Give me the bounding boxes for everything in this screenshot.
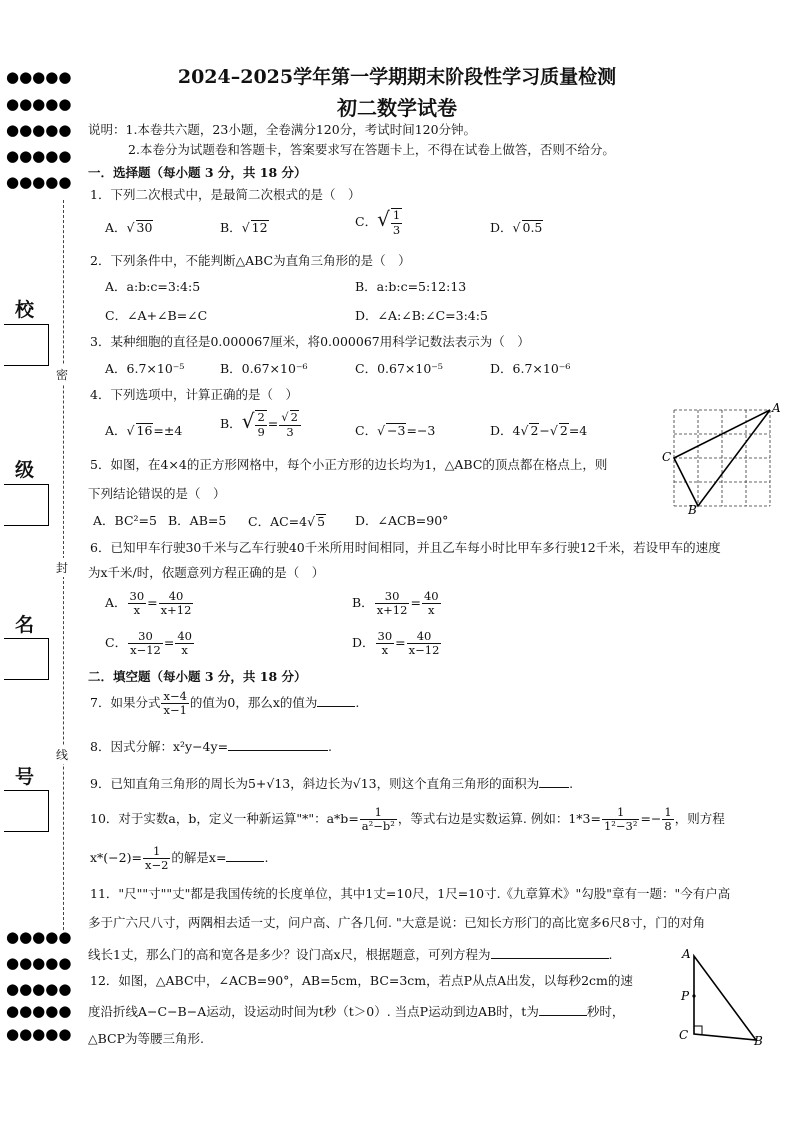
q7: 7．如果分式 $\frac{x-4}{x-1}$ 的值为0，那么x的值为 . — [90, 689, 360, 718]
q4-stem: 4．下列选项中，计算正确的是（ ） — [90, 387, 298, 402]
frac-den: x−12 — [408, 643, 440, 658]
radicand: 12 — [251, 220, 268, 235]
frac-den: 3 — [286, 424, 294, 439]
q10-text: x*(−2)= — [90, 850, 142, 866]
class-box[interactable] — [4, 484, 49, 526]
q9-text: 9．已知直角三角形的周长为5+√13，斜边长为√13，则这个直角三角形的面积为 — [90, 776, 540, 791]
frac-den: x — [133, 603, 141, 618]
school-box[interactable] — [4, 324, 49, 366]
expr: =4 — [568, 423, 588, 438]
frac-den: x+12 — [160, 603, 192, 618]
frac-den: 8 — [664, 819, 672, 834]
q3-option-a[interactable]: A．6.7×10⁻⁵ — [105, 361, 185, 376]
q3-stem: 3．某种细胞的直径是0.000067厘米，将0.000067用科学记数法表示为（ ） — [90, 334, 530, 349]
q12-text: 秒时， — [586, 1004, 625, 1019]
frac-den: x — [428, 603, 435, 618]
section-1-title: 一．选择题（每小题 3 分，共 18 分） — [88, 165, 307, 180]
q6-stem-2: 为x千米/时，依题意列方程正确的是（ ） — [88, 565, 325, 580]
q5-option-b[interactable]: B．AB=5 — [168, 513, 227, 528]
q1-option-c[interactable]: C．√ $\frac{1}{3}$ — [355, 207, 401, 237]
dot-row: ●●●●● — [6, 980, 72, 998]
option-label: C． — [355, 423, 378, 438]
q6-stem-1: 6．已知甲车行驶30千米与乙车行驶40千米所用时间相同，并且乙车每小时比甲车多行驶12千米，若设甲车的速度 — [90, 540, 721, 555]
q5-grid-figure — [662, 402, 786, 514]
q12-text: 度沿折线A−C−B−A运动，设运动时间为t秒（t＞0）. 当点P运动到边AB时，t为 — [88, 1004, 539, 1019]
q4-option-a[interactable]: A．√ 16=±4 — [105, 423, 183, 438]
instruction-2: 2.本卷分为试题卷和答题卡，答案要求写在答题卡上，不得在试卷上做答，否则不给分。 — [128, 142, 615, 157]
radicand: 2 — [559, 423, 568, 438]
number-label: 号 — [15, 766, 35, 788]
q12-triangle-figure — [676, 944, 768, 1048]
expr: − — [539, 423, 550, 438]
q12-line-3: △BCP为等腰三角形. — [88, 1031, 204, 1046]
school-label: 校 — [15, 299, 35, 321]
q11-line-1: 11．"尺""寸""丈"都是我国传统的长度单位，其中1丈=10尺，1尺=10寸.《九章算术》"勾股"章有一题："今有户高 — [90, 886, 731, 901]
answer-blank[interactable] — [491, 946, 609, 959]
dot-row: ●●●●● — [6, 173, 72, 191]
frac-num: 40 — [407, 630, 442, 644]
q11-line-2: 多于广六尺八寸，两隅相去适一丈，问户高、广各几何. "大意是说：已知长方形门的高比宽多6尺8寸，门的对角 — [88, 915, 706, 930]
q10-line-1 — [90, 806, 725, 833]
q8-text: 8．因式分解：x²y−4y= — [90, 739, 229, 754]
answer-blank[interactable] — [226, 849, 264, 862]
option-label: D． — [490, 220, 513, 235]
vertex-label-b: B — [754, 1034, 763, 1048]
name-box[interactable] — [4, 638, 49, 680]
dot-row: ●●●●● — [6, 147, 72, 165]
frac-num: 40 — [177, 629, 192, 643]
name-label: 名 — [15, 614, 35, 636]
q10-text: ，则方程 — [674, 811, 725, 827]
seal-char-feng: 封 — [56, 558, 68, 577]
point-p — [692, 994, 695, 997]
frac-den: a²−b² — [361, 819, 395, 834]
q10-line-2: x*(−2)= $\frac{1}{x-2}$ 的解是x= . — [90, 844, 269, 873]
frac-den: x−1 — [163, 703, 187, 718]
radicand: 0.5 — [522, 220, 543, 235]
frac-num: 1 — [360, 806, 397, 820]
q3-option-b[interactable]: B．0.67×10⁻⁶ — [220, 361, 308, 376]
frac-num: x−4 — [163, 689, 187, 703]
frac-num: 30 — [377, 629, 393, 643]
frac-den: x−2 — [144, 858, 169, 873]
q4-option-c[interactable]: C．√ −3=−3 — [355, 423, 436, 438]
q2-option-b[interactable]: B．a:b:c=5:12:13 — [355, 279, 467, 294]
q12-line-1: 12．如图，△ABC中，∠ACB=90°，AB=5cm，BC=3cm，若点P从点A出发，以每秒2cm的速 — [90, 973, 633, 988]
answer-blank[interactable] — [317, 694, 355, 707]
class-label: 级 — [15, 459, 35, 481]
option-label: A． — [105, 220, 127, 235]
q5-stem-1: 5．如图，在4×4的正方形网格中，每个小正方形的边长均为1，△ABC的顶点都在格点上，则 — [90, 457, 608, 472]
q1-stem: 1．下列二次根式中，是最简二次根式的是（ ） — [90, 187, 361, 202]
q9: 9．已知直角三角形的周长为5+√13，斜边长为√13，则这个直角三角形的面积为 . — [90, 776, 574, 791]
frac-num: 30 — [129, 589, 145, 603]
radicand: 2 — [530, 423, 539, 438]
frac-den: 3 — [392, 222, 401, 237]
option-label: A． — [105, 423, 127, 438]
q10-text: 10．对于实数a，b，定义一种新运算"*"：a*b= — [90, 811, 359, 827]
q5-option-c[interactable]: C．AC=4√ 5 — [248, 514, 326, 529]
vertex-label-c: C — [679, 1028, 689, 1042]
option-label: A． — [105, 595, 127, 611]
grid-lines — [674, 410, 770, 506]
q11-line-3: 线长1丈，那么门的高和宽各是多少？设门高x尺，根据题意，可列方程为 . — [88, 947, 613, 962]
frac-num: 2 — [290, 410, 298, 425]
option-label: C． — [355, 214, 378, 229]
q11-text: 线长1丈，那么门的高和宽各是多少？设门高x尺，根据题意，可列方程为 — [88, 947, 491, 962]
q12-line-2 — [88, 1003, 624, 1019]
seal-char-xian: 线 — [56, 745, 68, 764]
q1-option-b[interactable]: B．√ 12 — [220, 220, 268, 235]
expr: 4 — [512, 423, 521, 438]
q6-option-a[interactable]: A． $\frac{30}{x}$ = $\frac{40}{x+12}$ — [105, 589, 192, 618]
answer-blank[interactable] — [228, 738, 328, 751]
q4-option-b[interactable]: B．√ $\frac{2}{9}$ = $\frac{√ 2}{3}$ — [220, 410, 302, 439]
frac-num: 1 — [143, 845, 170, 859]
frac-num: 40 — [423, 589, 439, 603]
q10-text: ，等式右边是实数运算. 例如：1*3= — [397, 811, 601, 827]
q5-option-d[interactable]: D．∠ACB=90° — [355, 513, 449, 528]
dot-row: ●●●●● — [6, 1002, 72, 1020]
option-label: B． — [220, 416, 242, 431]
q2-stem: 2．下列条件中，不能判断△ABC为直角三角形的是（ ） — [90, 253, 411, 268]
q1-option-d[interactable]: D．√ 0.5 — [490, 220, 543, 235]
q8: 8．因式分解：x²y−4y= . — [90, 739, 333, 754]
frac-num: 1 — [664, 805, 672, 819]
radicand: 30 — [136, 220, 153, 235]
frac-den: x — [381, 643, 389, 658]
expr: =−3 — [406, 423, 436, 438]
instruction-1: 说明：1.本卷共六题，23小题，全卷满分120分，考试时间120分钟。 — [88, 122, 477, 137]
answer-blank[interactable] — [539, 1003, 587, 1016]
seal-char-mi: 密 — [56, 365, 68, 384]
frac-num: 30 — [375, 590, 410, 604]
section-2-title: 二．填空题（每小题 3 分，共 18 分） — [88, 669, 307, 684]
q2-option-a[interactable]: A．a:b:c=3:4:5 — [105, 279, 201, 294]
q5-option-a[interactable]: A．BC²=5 — [93, 513, 157, 528]
exam-title: 2024–2025学年第一学期期末阶段性学习质量检测 — [177, 66, 617, 88]
q10-text: =− — [640, 811, 662, 827]
q6-option-b[interactable]: B． $\frac{30}{x+12}$ = $\frac{40}{x}$ — [352, 589, 439, 618]
triangle-abc — [694, 956, 756, 1040]
frac-den: x−12 — [130, 643, 161, 658]
q7-text: 7．如果分式 — [90, 695, 161, 711]
expr: C．AC=4 — [248, 514, 308, 529]
q2-option-d[interactable]: D．∠A:∠B:∠C=3:4:5 — [355, 308, 488, 323]
option-label: B． — [220, 220, 242, 235]
frac-num: 1 — [602, 806, 640, 820]
frac-num: 40 — [159, 590, 194, 604]
vertex-label-c: C — [662, 450, 672, 464]
radicand: 5 — [317, 514, 326, 529]
frac-den: 9 — [257, 424, 265, 439]
q1-option-a[interactable]: A．√ 30 — [105, 220, 153, 235]
q2-option-c[interactable]: C．∠A+∠B=∠C — [105, 308, 208, 323]
radicand: 16 — [136, 423, 153, 438]
dot-row: ●●●●● — [6, 1025, 72, 1043]
q6-option-d[interactable]: D． $\frac{30}{x}$ = $\frac{40}{x-12}$ — [352, 629, 440, 658]
vertex-label-a: A — [772, 402, 781, 415]
point-label-p: P — [681, 989, 690, 1003]
frac-num: 30 — [128, 630, 163, 644]
answer-blank[interactable] — [539, 775, 569, 788]
q10-text: 的解是x= — [171, 850, 227, 866]
option-label: D． — [352, 635, 375, 651]
dot-row: ●●●●● — [6, 928, 72, 946]
frac-den: x+12 — [376, 603, 408, 618]
number-box[interactable] — [4, 790, 49, 832]
radicand: −3 — [387, 423, 406, 438]
frac-den: x — [181, 643, 188, 658]
expr: =±4 — [153, 423, 183, 438]
dot-row: ●●●●● — [6, 954, 72, 972]
right-angle-mark — [694, 1026, 702, 1034]
q5-stem-2: 下列结论错误的是（ ） — [88, 486, 226, 501]
dot-row: ●●●●● — [6, 68, 72, 86]
frac-num: 2 — [257, 410, 265, 425]
dot-row: ●●●●● — [6, 121, 72, 139]
vertex-label-b: B — [688, 503, 697, 514]
dot-row: ●●●●● — [6, 95, 72, 113]
option-label: D． — [490, 423, 513, 438]
option-label: B． — [352, 595, 374, 611]
frac-num: 1 — [392, 208, 401, 223]
vertex-label-a: A — [682, 947, 691, 961]
option-label: C． — [105, 635, 128, 651]
exam-subtitle: 初二数学试卷 — [337, 96, 457, 120]
q7-text: 的值为0，那么x的值为 — [189, 695, 318, 711]
q3-option-c[interactable]: C．0.67×10⁻⁵ — [355, 361, 443, 376]
q6-option-c[interactable]: C． $\frac{30}{x-12}$ = $\frac{40}{x}$ — [105, 629, 192, 658]
q4-option-d[interactable]: D．4√ 2−√ 2=4 — [490, 423, 588, 438]
q3-option-d[interactable]: D．6.7×10⁻⁶ — [490, 361, 571, 376]
frac-den: 1²−3² — [603, 819, 638, 834]
